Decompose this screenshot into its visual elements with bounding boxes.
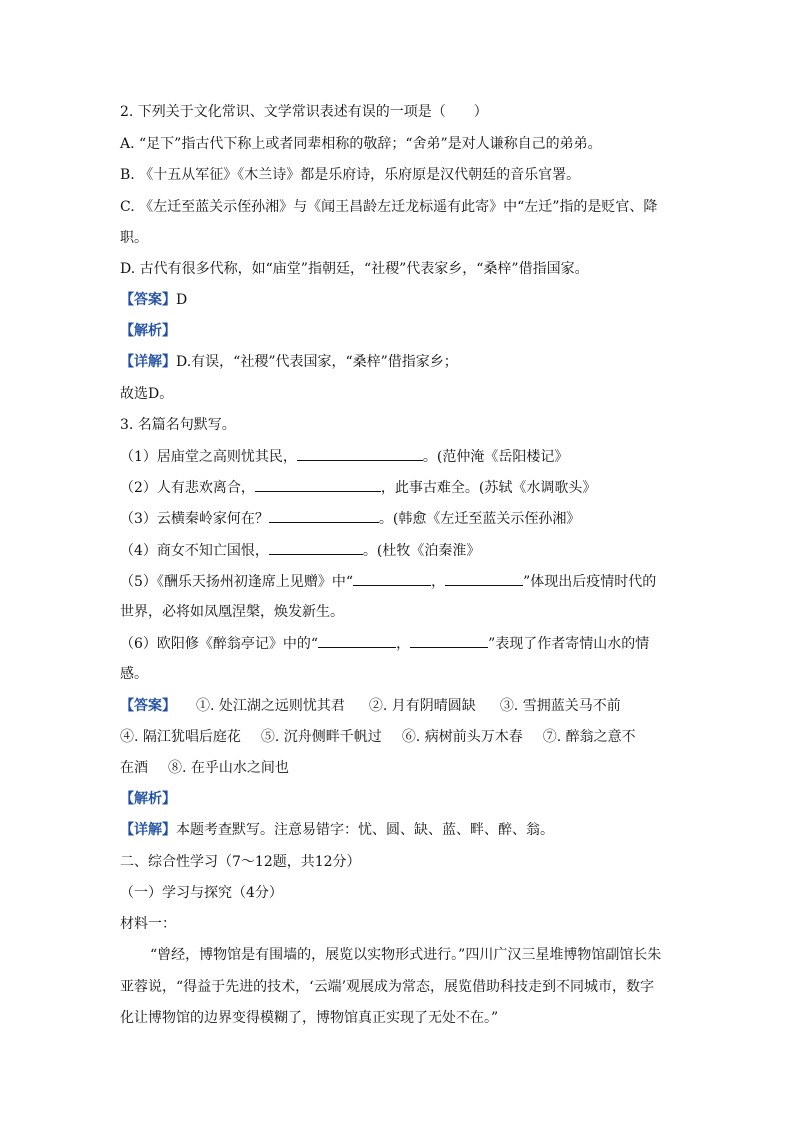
q3-detail: 本题考查默写。注意易错字：忧、圆、缺、蓝、畔、醉、翁。: [176, 822, 554, 838]
q3-detail-line: [120, 820, 554, 840]
section-subtitle: （一）学习与探究（4分）: [120, 885, 283, 901]
fill-blank[interactable]: [318, 633, 396, 648]
q3-stem: 3. 名篇名句默写。: [120, 417, 236, 433]
q3-item-4-post: 。(杜牧《泊秦淮》: [362, 543, 481, 559]
material-paragraph-line: 亚蓉说，“得益于先进的技术，‘云端’观展成为常态，展览借助科技走到不同城市，数字: [120, 979, 655, 995]
q2-option-c-cont: 职。: [120, 230, 148, 246]
q2-option-b: B. 《十五从军征》《木兰诗》都是乐府诗，乐府原是汉代朝廷的音乐官署。: [120, 167, 581, 183]
answer-item: ①. 处江湖之远则忧其君: [196, 698, 345, 714]
fill-blank[interactable]: [410, 633, 488, 648]
q2-analysis-tag: [120, 321, 176, 341]
q3-item-5: [120, 571, 656, 592]
q3-item-5-cont: 世界，必将如凤凰涅槃，焕发新生。: [120, 604, 344, 620]
answer-item: ②. 月有阴晴圆缺: [368, 698, 476, 714]
q2-option-a: A. “足下”指古代下称上或者同辈相称的敬辞；“舍弟”是对人谦称自己的弟弟。: [120, 136, 602, 152]
fill-blank[interactable]: [445, 571, 523, 586]
detail-tag: 【详解】: [120, 354, 176, 370]
q2-option-d: D. 古代有很多代称，如“庙堂”指朝廷，“社稷”代表家乡，“桑梓”借指国家。: [120, 261, 589, 277]
analysis-tag: 【解析】: [120, 791, 176, 807]
fill-blank[interactable]: [297, 446, 423, 461]
q3-analysis-tag: [120, 789, 176, 809]
material-paragraph-line: “曾经，博物馆是有围墙的，展览以实物形式进行。”四川广汉三星堆博物馆副馆长朱: [150, 947, 662, 963]
answer-item: ⑤. 沉舟侧畔千帆过: [260, 729, 382, 745]
q3-answer-line-3: [120, 758, 289, 778]
q2-option-c: C. 《左迁至蓝关示侄孙湘》与《闻王昌龄左迁龙标遥有此寄》中“左迁”指的是贬官、降: [120, 199, 658, 215]
fill-blank[interactable]: [269, 508, 379, 523]
answer-tag: 【答案】: [120, 698, 176, 714]
answer-item: ⑦. 醉翁之意不: [542, 729, 636, 745]
q3-answer-line-2: [120, 727, 636, 747]
q3-item-6-cont: 感。: [120, 666, 148, 682]
q3-answer-line-1: [120, 696, 621, 716]
q3-item-4: [120, 540, 480, 561]
q2-detail: D.有误，“社稷”代表国家，“桑梓”借指家乡；: [176, 354, 458, 370]
q3-item-5-post: ”体现出后疫情时代的: [523, 574, 657, 590]
q3-item-6-mid: ，: [396, 636, 411, 652]
q3-item-2: [120, 477, 596, 498]
q3-item-1-pre: （1）居庙堂之高则忧其民，: [120, 449, 297, 465]
q3-item-1: [120, 446, 568, 467]
answer-item: ④. 隔江犹唱后庭花: [120, 729, 241, 745]
material-paragraph-line: 化让博物馆的边界变得模糊了，博物馆真正实现了无处不在。”: [120, 1010, 499, 1026]
q2-detail-line: [120, 352, 458, 372]
fill-blank[interactable]: [255, 477, 381, 492]
q2-answer-line: [120, 290, 187, 310]
q3-item-5-mid: ，: [431, 574, 446, 590]
q3-item-4-pre: （4）商女不知亡国恨，: [120, 543, 269, 559]
detail-tag: 【详解】: [120, 822, 176, 838]
fill-blank[interactable]: [353, 571, 431, 586]
answer-item: ⑧. 在乎山水之间也: [168, 760, 289, 776]
q3-item-3-post: 。(韩愈《左迁至蓝关示侄孙湘》: [378, 511, 581, 527]
q2-conclusion: 故选D。: [120, 386, 174, 402]
q3-item-3-pre: （3）云横秦岭家何在？: [120, 511, 269, 527]
fill-blank[interactable]: [269, 540, 363, 555]
q3-item-3: [120, 508, 580, 529]
section-title: 二、综合性学习（7～12题，共12分）: [120, 854, 361, 870]
q3-item-5-pre: （5）《酬乐天扬州初逢席上见赠》中“: [120, 574, 354, 590]
q2-answer: D: [176, 292, 188, 308]
answer-item: ⑥. 病树前头万木春: [401, 729, 523, 745]
q3-item-2-pre: （2）人有悲欢离合，: [120, 480, 255, 496]
analysis-tag: 【解析】: [120, 323, 176, 339]
q2-stem: 2. 下列关于文化常识、文学常识表述有误的一项是（ ）: [120, 104, 488, 120]
q3-item-2-post: ，此事古难全。(苏轼《水调歌头》: [380, 480, 597, 496]
q3-item-6-post: ”表现了作者寄情山水的情: [488, 636, 650, 652]
q3-item-6-pre: （6）欧阳修《醉翁亭记》中的“: [120, 636, 319, 652]
q3-item-1-post: 。(范仲淹《岳阳楼记》: [422, 449, 569, 465]
answer-item: 在酒: [120, 760, 148, 776]
answer-item: ③. 雪拥蓝关马不前: [499, 698, 621, 714]
answer-tag: 【答案】: [120, 292, 176, 308]
q3-item-6: [120, 633, 649, 654]
material-label: 材料一：: [120, 916, 176, 932]
